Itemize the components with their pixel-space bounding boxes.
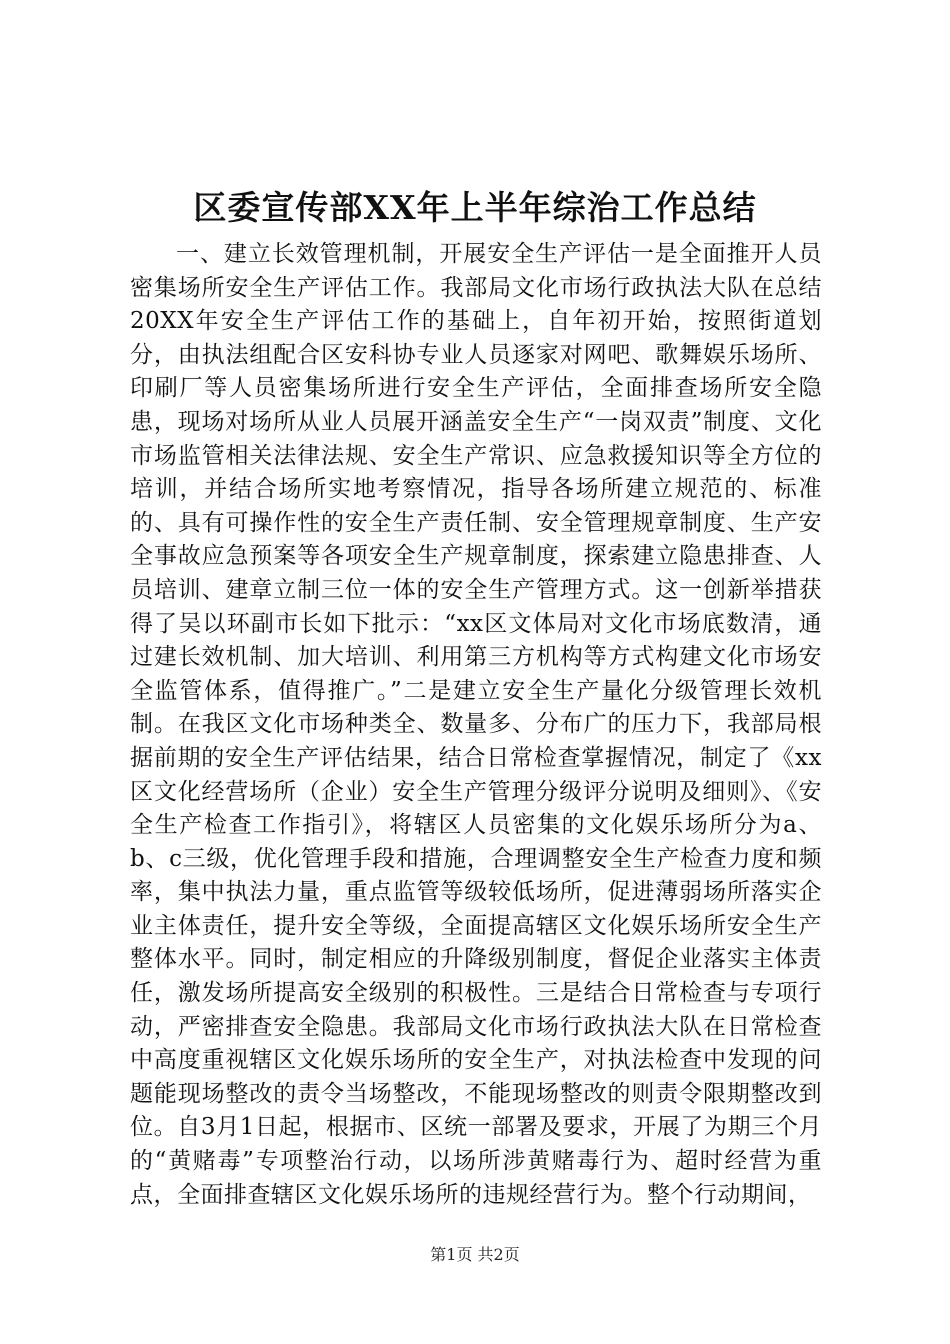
document-body-paragraph: 一、建立长效管理机制，开展安全生产评估一是全面推开人员密集场所安全生产评估工作。我部局文化市场行政执法大队在总结20XX年安全生产评估工作的基础上，自年初开始，按照街道划分，由执法组配合区安科协专业人员逐家对网吧、歌舞娱乐场所、印刷厂等人员密集场所进行安全生产评估，全面排查场所安全隐患，现场对场所从业人员展开涵盖安全生产“一岗双责”制度、文化市场监管相关法律法规、安全生产常识、应急救援知识等全方位的培训，并结合场所实地考察情况，指导各场所建立规范的、标准的、具有可操作性的安全生产责任制、安全管理规章制度、生产安全事故应急预案等各项安全生产规章制度，探索建立隐患排查、人员培训、建章立制三位一体的安全生产管理方式。这一创新举措获得了吴以环副市长如下批示：“xx区文体局对文化市场底数清，通过建长效机制、加大培训、利用第三方机构等方式构建文化市场安全监管体系，值得推广。”二是建立安全生产量化分级管理长效机制。在我区文化市场种类全、数量多、分布广的压力下，我部局根据前期的安全生产评估结果，结合日常检查掌握情况，制定了《xx区文化经营场所（企业）安全生产管理分级评分说明及细则》、《安全生产检查工作指引》，将辖区人员密集的文化娱乐场所分为a、b、c三级，优化管理手段和措施，合理调整安全生产检查力度和频率，集中执法力量，重点监管等级较低场所，促进薄弱场所落实企业主体责任，提升安全等级，全面提高辖区文化娱乐场所安全生产整体水平。同时，制定相应的升降级别制度，督促企业落实主体责任，激发场所提高安全级别的积极性。三是结合日常检查与专项行动，严密排查安全隐患。我部局文化市场行政执法大队在日常检查中高度重视辖区文化娱乐场所的安全生产，对执法检查中发现的问题能现场整改的责令当场整改，不能现场整改的则责令限期整改到位。自3月1日起，根据市、区统一部署及要求，开展了为期三个月的“黄赌毒”专项整治行动，以场所涉黄赌毒行为、超时经营为重点，全面排查辖区文化娱乐场所的违规经营行为。整个行动期间， (130, 241, 822, 1208)
page-number-footer: 第1页 共2页 (430, 1245, 520, 1264)
document-title: 区委宣传部XX年上半年综治工作总结 (193, 188, 757, 227)
